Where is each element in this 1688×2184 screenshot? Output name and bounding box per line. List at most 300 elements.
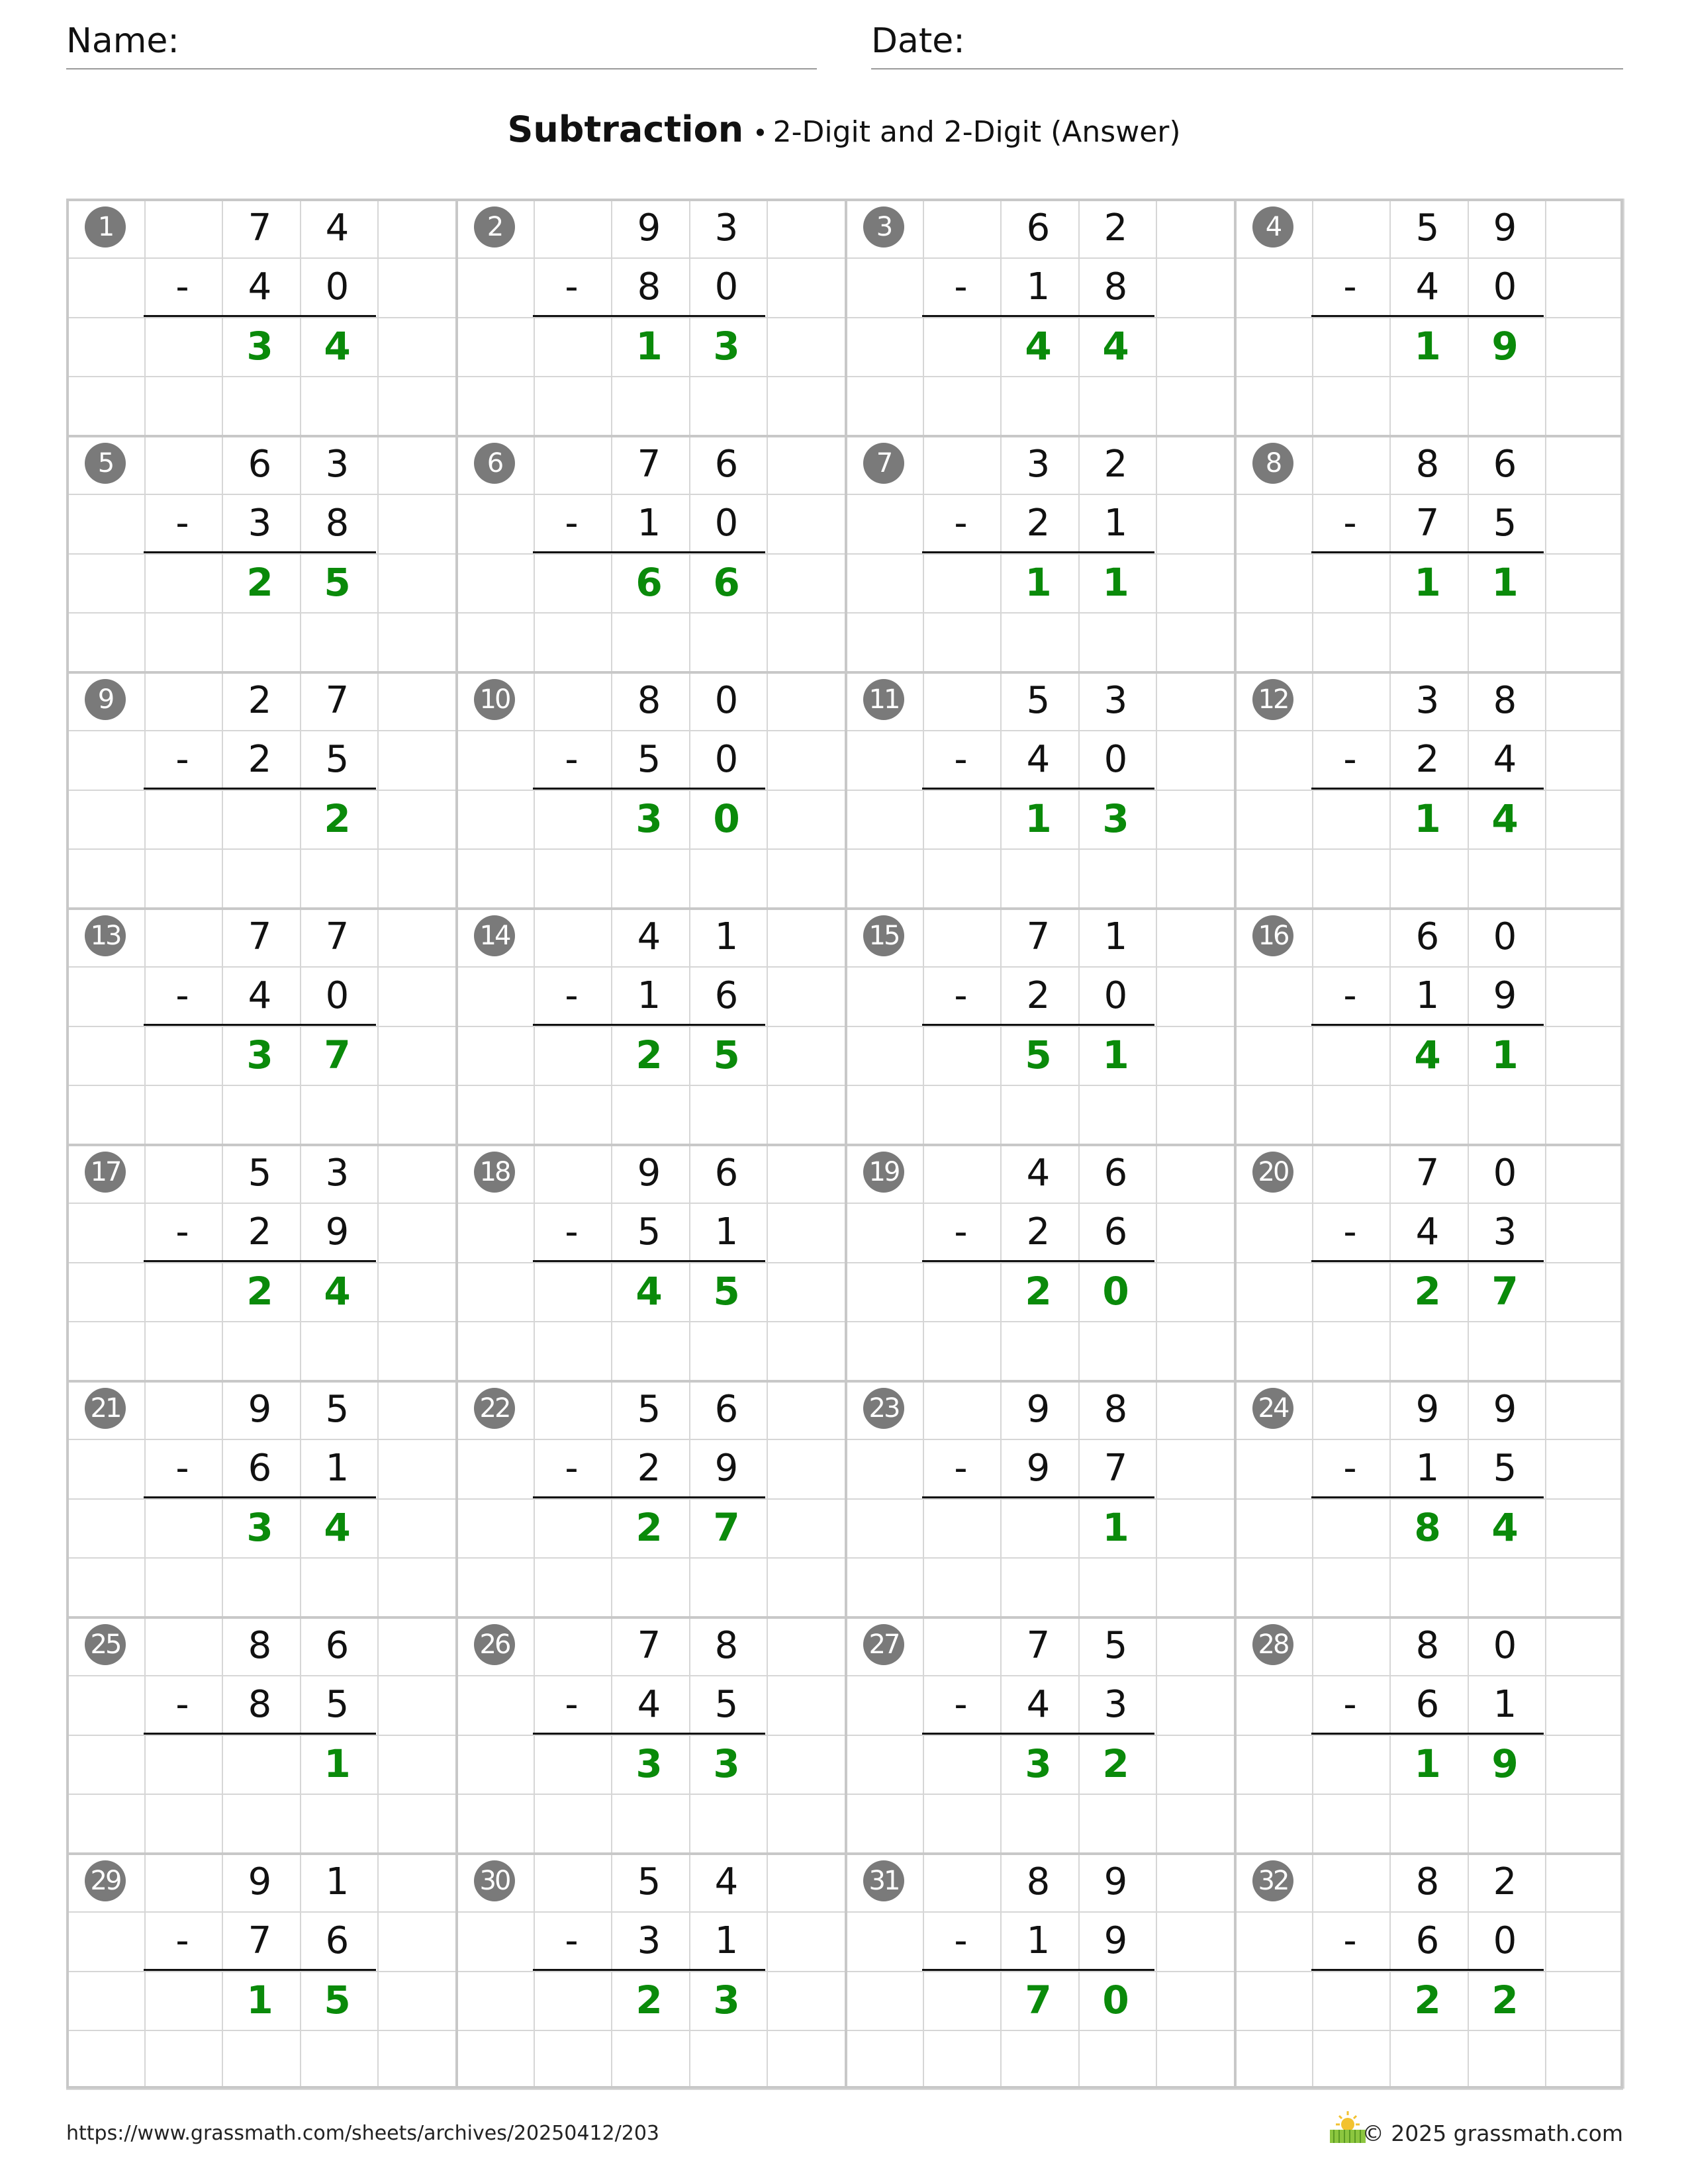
minuend-tens-digit: 7	[248, 206, 272, 250]
subtrahend-tens-digit: 4	[1415, 265, 1440, 308]
subtrahend-tens-digit: 4	[248, 974, 272, 1017]
problem-number-badge: 11	[863, 679, 904, 720]
minus-sign: -	[565, 265, 579, 308]
subtrahend-tens-digit: 2	[1026, 1210, 1051, 1253]
subtrahend-tens-digit: 2	[1026, 502, 1051, 545]
subtrahend-tens-digit: 4	[248, 265, 272, 308]
answer-tens-digit: 1	[635, 323, 663, 369]
answer-tens-digit: 1	[1414, 323, 1441, 369]
problem-number-badge: 16	[1252, 915, 1293, 956]
subtrahend-ones-digit: 8	[325, 502, 350, 545]
problem-14	[455, 907, 845, 1144]
answer-tens-digit: 1	[246, 1977, 273, 2023]
problem-number-badge: 15	[863, 915, 904, 956]
minuend-tens-digit: 9	[248, 1860, 272, 1903]
minus-sign: -	[954, 1210, 968, 1253]
minus-sign: -	[175, 265, 189, 308]
minuend-ones-digit: 4	[714, 1860, 739, 1903]
answer-tens-digit: 3	[1025, 1741, 1052, 1786]
minuend-ones-digit: 1	[1103, 915, 1128, 958]
minuend-tens-digit: 4	[637, 915, 661, 958]
subtrahend-ones-digit: 0	[1493, 265, 1517, 308]
problem-25	[66, 1616, 455, 1852]
minuend-tens-digit: 9	[1415, 1388, 1440, 1431]
minus-sign: -	[175, 738, 189, 781]
subtrahend-tens-digit: 4	[1026, 1683, 1051, 1726]
problem-27	[845, 1616, 1234, 1852]
subtrahend-ones-digit: 5	[1493, 1447, 1517, 1490]
problem-number-badge: 22	[474, 1388, 515, 1429]
answer-tens-digit: 2	[635, 1977, 663, 2023]
subtrahend-tens-digit: 4	[1415, 1210, 1440, 1253]
problem-20	[1234, 1144, 1623, 1380]
answer-ones-digit: 4	[1491, 1504, 1519, 1550]
minus-sign: -	[565, 974, 579, 1017]
minuend-tens-digit: 5	[248, 1152, 272, 1195]
minus-sign: -	[954, 1919, 968, 1962]
minuend-ones-digit: 6	[714, 443, 739, 486]
subtrahend-tens-digit: 1	[637, 974, 661, 1017]
minus-sign: -	[1343, 1210, 1357, 1253]
problem-22	[455, 1380, 845, 1616]
minuend-ones-digit: 7	[325, 679, 350, 722]
minuend-ones-digit: 0	[1493, 1152, 1517, 1195]
minus-sign: -	[1343, 738, 1357, 781]
minuend-ones-digit: 8	[1103, 1388, 1128, 1431]
title-main: Subtraction	[507, 109, 744, 150]
minus-sign: -	[954, 1683, 968, 1726]
minuend-tens-digit: 5	[1026, 679, 1051, 722]
minuend-tens-digit: 5	[1415, 206, 1440, 250]
answer-tens-digit: 3	[246, 1504, 273, 1550]
subtrahend-ones-digit: 9	[1493, 974, 1517, 1017]
title-separator: •	[753, 118, 768, 148]
minus-sign: -	[1343, 1683, 1357, 1726]
problem-number-badge: 26	[474, 1624, 515, 1665]
minuend-ones-digit: 6	[1103, 1152, 1128, 1195]
problem-number-badge: 25	[85, 1624, 126, 1665]
subtrahend-tens-digit: 3	[248, 502, 272, 545]
problem-number-badge: 13	[85, 915, 126, 956]
grid-line-vertical	[1623, 199, 1624, 2089]
minuend-ones-digit: 6	[714, 1152, 739, 1195]
problem-number-badge: 7	[863, 443, 904, 484]
minuend-tens-digit: 3	[1415, 679, 1440, 722]
minus-sign: -	[175, 1919, 189, 1962]
answer-tens-digit: 1	[1414, 796, 1441, 841]
answer-ones-digit: 5	[713, 1268, 740, 1314]
minus-sign: -	[565, 738, 579, 781]
problem-number-badge: 8	[1252, 443, 1293, 484]
minus-sign: -	[1343, 502, 1357, 545]
answer-ones-digit: 1	[1491, 559, 1519, 605]
answer-ones-digit: 5	[713, 1032, 740, 1077]
subtrahend-tens-digit: 8	[637, 265, 661, 308]
answer-tens-digit: 2	[635, 1032, 663, 1077]
answer-tens-digit	[1000, 1498, 1077, 1557]
minuend-ones-digit: 0	[714, 679, 739, 722]
subtrahend-tens-digit: 5	[637, 738, 661, 781]
subtrahend-tens-digit: 2	[248, 1210, 272, 1253]
answer-tens-digit: 2	[1414, 1268, 1441, 1314]
answer-ones-digit: 9	[1491, 323, 1519, 369]
minuend-ones-digit: 1	[714, 915, 739, 958]
minuend-ones-digit: 4	[325, 206, 350, 250]
minus-sign: -	[175, 1683, 189, 1726]
answer-tens-digit: 2	[1414, 1977, 1441, 2023]
answer-tens-digit: 1	[1025, 796, 1052, 841]
minuend-tens-digit: 8	[1415, 1624, 1440, 1667]
answer-tens-digit: 4	[635, 1268, 663, 1314]
answer-ones-digit: 7	[713, 1504, 740, 1550]
minuend-tens-digit: 8	[1026, 1860, 1051, 1903]
problem-17	[66, 1144, 455, 1380]
minuend-tens-digit: 4	[1026, 1152, 1051, 1195]
problem-12	[1234, 671, 1623, 907]
minuend-ones-digit: 8	[714, 1624, 739, 1667]
problem-28	[1234, 1616, 1623, 1852]
subtrahend-tens-digit: 1	[1415, 974, 1440, 1017]
problem-number-badge: 19	[863, 1152, 904, 1193]
problem-grid	[66, 199, 1623, 2089]
subtrahend-ones-digit: 9	[325, 1210, 350, 1253]
subtrahend-ones-digit: 4	[1493, 738, 1517, 781]
minuend-tens-digit: 8	[248, 1624, 272, 1667]
answer-tens-digit: 2	[246, 1268, 273, 1314]
answer-ones-digit: 1	[324, 1741, 351, 1786]
problem-number-badge: 1	[85, 206, 126, 248]
answer-tens-digit: 3	[635, 1741, 663, 1786]
subtrahend-ones-digit: 8	[1103, 265, 1128, 308]
footer-url: https://www.grassmath.com/sheets/archives/20250412/203	[66, 2122, 660, 2145]
problem-number-badge: 14	[474, 915, 515, 956]
minus-sign: -	[1343, 1447, 1357, 1490]
date-label: Date:	[871, 21, 965, 61]
answer-ones-digit: 2	[1491, 1977, 1519, 2023]
answer-ones-digit: 0	[1102, 1977, 1129, 2023]
minus-sign: -	[954, 265, 968, 308]
minus-sign: -	[175, 1447, 189, 1490]
problem-number-badge: 20	[1252, 1152, 1293, 1193]
subtrahend-ones-digit: 0	[714, 265, 739, 308]
subtrahend-ones-digit: 6	[1103, 1210, 1128, 1253]
problem-31	[845, 1852, 1234, 2089]
problem-30	[455, 1852, 845, 2089]
subtrahend-ones-digit: 1	[325, 1447, 350, 1490]
subtrahend-tens-digit: 2	[248, 738, 272, 781]
minuend-ones-digit: 2	[1103, 443, 1128, 486]
problem-23	[845, 1380, 1234, 1616]
minuend-tens-digit: 7	[1415, 1152, 1440, 1195]
problem-18	[455, 1144, 845, 1380]
subtrahend-tens-digit: 7	[248, 1919, 272, 1962]
answer-tens-digit: 5	[1025, 1032, 1052, 1077]
minuend-ones-digit: 9	[1103, 1860, 1128, 1903]
minuend-tens-digit: 7	[1026, 1624, 1051, 1667]
minuend-ones-digit: 9	[1493, 206, 1517, 250]
minuend-tens-digit: 9	[637, 206, 661, 250]
page-title	[0, 109, 1688, 150]
minus-sign: -	[1343, 265, 1357, 308]
minus-sign: -	[565, 1683, 579, 1726]
minuend-tens-digit: 6	[1026, 206, 1051, 250]
subtrahend-ones-digit: 9	[1103, 1919, 1128, 1962]
problem-number-badge: 10	[474, 679, 515, 720]
subtrahend-ones-digit: 5	[325, 1683, 350, 1726]
answer-tens-digit: 3	[635, 796, 663, 841]
subtrahend-tens-digit: 4	[637, 1683, 661, 1726]
minus-sign: -	[1343, 1919, 1357, 1962]
problem-number-badge: 2	[474, 206, 515, 248]
problem-number-badge: 3	[863, 206, 904, 248]
problem-15	[845, 907, 1234, 1144]
answer-tens-digit: 7	[1025, 1977, 1052, 2023]
subtrahend-tens-digit: 2	[1415, 738, 1440, 781]
subtrahend-ones-digit: 5	[1493, 502, 1517, 545]
minuend-tens-digit: 2	[248, 679, 272, 722]
subtrahend-ones-digit: 1	[1493, 1683, 1517, 1726]
minus-sign: -	[565, 1210, 579, 1253]
problem-6	[455, 435, 845, 671]
minuend-ones-digit: 3	[1103, 679, 1128, 722]
name-label: Name:	[66, 21, 179, 61]
problem-32	[1234, 1852, 1623, 2089]
answer-ones-digit: 4	[324, 323, 351, 369]
problem-5	[66, 435, 455, 671]
problem-7	[845, 435, 1234, 671]
subtrahend-ones-digit: 6	[325, 1919, 350, 1962]
minuend-tens-digit: 5	[637, 1388, 661, 1431]
minus-sign: -	[565, 502, 579, 545]
minuend-tens-digit: 7	[1026, 915, 1051, 958]
minus-sign: -	[954, 738, 968, 781]
subtrahend-tens-digit: 1	[1415, 1447, 1440, 1490]
subtrahend-tens-digit: 4	[1026, 738, 1051, 781]
minuend-tens-digit: 3	[1026, 443, 1051, 486]
minuend-ones-digit: 3	[325, 443, 350, 486]
minuend-tens-digit: 7	[248, 915, 272, 958]
answer-tens-digit: 1	[1414, 1741, 1441, 1786]
answer-ones-digit: 5	[324, 1977, 351, 2023]
minuend-ones-digit: 8	[1493, 679, 1517, 722]
answer-ones-digit: 0	[1102, 1268, 1129, 1314]
minuend-tens-digit: 9	[1026, 1388, 1051, 1431]
subtrahend-ones-digit: 0	[325, 265, 350, 308]
problem-number-badge: 12	[1252, 679, 1293, 720]
answer-tens-digit: 3	[246, 323, 273, 369]
answer-ones-digit: 2	[324, 796, 351, 841]
problem-1	[66, 199, 455, 435]
minuend-tens-digit: 6	[1415, 915, 1440, 958]
problem-10	[455, 671, 845, 907]
subtrahend-tens-digit: 5	[637, 1210, 661, 1253]
minuend-ones-digit: 5	[1103, 1624, 1128, 1667]
problem-3	[845, 199, 1234, 435]
name-line	[66, 68, 817, 69]
minuend-ones-digit: 7	[325, 915, 350, 958]
problem-2	[455, 199, 845, 435]
minuend-tens-digit: 9	[637, 1152, 661, 1195]
problem-number-badge: 6	[474, 443, 515, 484]
subtrahend-ones-digit: 1	[1103, 502, 1128, 545]
problem-number-badge: 28	[1252, 1624, 1293, 1665]
subtrahend-ones-digit: 0	[714, 738, 739, 781]
problem-19	[845, 1144, 1234, 1380]
subtrahend-ones-digit: 3	[1493, 1210, 1517, 1253]
subtrahend-tens-digit: 1	[1026, 265, 1051, 308]
answer-ones-digit: 2	[1102, 1741, 1129, 1786]
subtrahend-ones-digit: 0	[1103, 974, 1128, 1017]
minuend-ones-digit: 5	[325, 1388, 350, 1431]
minuend-tens-digit: 6	[248, 443, 272, 486]
subtrahend-tens-digit: 1	[1026, 1919, 1051, 1962]
subtrahend-tens-digit: 3	[637, 1919, 661, 1962]
subtrahend-tens-digit: 6	[248, 1447, 272, 1490]
problem-21	[66, 1380, 455, 1616]
subtrahend-ones-digit: 9	[714, 1447, 739, 1490]
answer-ones-digit: 7	[324, 1032, 351, 1077]
answer-tens-digit: 8	[1414, 1504, 1441, 1550]
problem-13	[66, 907, 455, 1144]
problem-11	[845, 671, 1234, 907]
problem-4	[1234, 199, 1623, 435]
answer-tens-digit	[221, 1734, 299, 1793]
minuend-ones-digit: 6	[714, 1388, 739, 1431]
answer-tens-digit: 2	[246, 559, 273, 605]
answer-ones-digit: 4	[1102, 323, 1129, 369]
subtrahend-ones-digit: 0	[1493, 1919, 1517, 1962]
subtrahend-tens-digit: 1	[637, 502, 661, 545]
minuend-ones-digit: 3	[714, 206, 739, 250]
minuend-tens-digit: 7	[637, 1624, 661, 1667]
minuend-tens-digit: 8	[1415, 443, 1440, 486]
problem-number-badge: 24	[1252, 1388, 1293, 1429]
answer-ones-digit: 6	[713, 559, 740, 605]
answer-ones-digit: 1	[1102, 1504, 1129, 1550]
minuend-ones-digit: 0	[1493, 1624, 1517, 1667]
answer-tens-digit	[221, 789, 299, 848]
answer-tens-digit: 4	[1025, 323, 1052, 369]
answer-tens-digit: 2	[635, 1504, 663, 1550]
answer-ones-digit: 9	[1491, 1741, 1519, 1786]
problem-number-badge: 9	[85, 679, 126, 720]
minuend-tens-digit: 7	[637, 443, 661, 486]
subtrahend-ones-digit: 6	[714, 974, 739, 1017]
problem-24	[1234, 1380, 1623, 1616]
subtrahend-ones-digit: 0	[714, 502, 739, 545]
date-line	[871, 68, 1623, 69]
minus-sign: -	[954, 1447, 968, 1490]
answer-ones-digit: 0	[713, 796, 740, 841]
minuend-ones-digit: 9	[1493, 1388, 1517, 1431]
minus-sign: -	[954, 502, 968, 545]
problem-8	[1234, 435, 1623, 671]
minus-sign: -	[175, 974, 189, 1017]
subtrahend-tens-digit: 8	[248, 1683, 272, 1726]
problem-number-badge: 4	[1252, 206, 1293, 248]
answer-ones-digit: 3	[713, 1977, 740, 2023]
answer-ones-digit: 4	[324, 1268, 351, 1314]
subtrahend-ones-digit: 0	[325, 974, 350, 1017]
problem-29	[66, 1852, 455, 2089]
subtrahend-ones-digit: 1	[714, 1210, 739, 1253]
subtrahend-ones-digit: 1	[714, 1919, 739, 1962]
answer-tens-digit: 3	[246, 1032, 273, 1077]
subtrahend-ones-digit: 0	[1103, 738, 1128, 781]
problem-number-badge: 32	[1252, 1860, 1293, 1901]
answer-tens-digit: 1	[1025, 559, 1052, 605]
minuend-ones-digit: 3	[325, 1152, 350, 1195]
minuend-ones-digit: 1	[325, 1860, 350, 1903]
problem-number-badge: 23	[863, 1388, 904, 1429]
minuend-ones-digit: 6	[325, 1624, 350, 1667]
problem-16	[1234, 907, 1623, 1144]
footer-copyright: © 2025 grassmath.com	[1362, 2120, 1623, 2146]
minus-sign: -	[565, 1919, 579, 1962]
problem-number-badge: 27	[863, 1624, 904, 1665]
minuend-tens-digit: 5	[637, 1860, 661, 1903]
problem-number-badge: 21	[85, 1388, 126, 1429]
grid-line-horizontal	[66, 2089, 1623, 2090]
subtrahend-tens-digit: 6	[1415, 1683, 1440, 1726]
answer-ones-digit: 7	[1491, 1268, 1519, 1314]
minuend-ones-digit: 2	[1493, 1860, 1517, 1903]
subtrahend-tens-digit: 2	[637, 1447, 661, 1490]
problem-number-badge: 17	[85, 1152, 126, 1193]
minuend-ones-digit: 6	[1493, 443, 1517, 486]
problem-number-badge: 18	[474, 1152, 515, 1193]
answer-ones-digit: 3	[713, 1741, 740, 1786]
minuend-tens-digit: 8	[1415, 1860, 1440, 1903]
answer-ones-digit: 5	[324, 559, 351, 605]
subtrahend-ones-digit: 3	[1103, 1683, 1128, 1726]
subtrahend-tens-digit: 7	[1415, 502, 1440, 545]
answer-ones-digit: 3	[1102, 796, 1129, 841]
answer-ones-digit: 3	[713, 323, 740, 369]
minus-sign: -	[565, 1447, 579, 1490]
answer-ones-digit: 1	[1102, 559, 1129, 605]
title-subtitle: 2-Digit and 2-Digit (Answer)	[773, 115, 1181, 149]
subtrahend-tens-digit: 9	[1026, 1447, 1051, 1490]
problem-number-badge: 29	[85, 1860, 126, 1901]
answer-tens-digit: 1	[1414, 559, 1441, 605]
answer-ones-digit: 1	[1491, 1032, 1519, 1077]
minuend-ones-digit: 0	[1493, 915, 1517, 958]
subtrahend-ones-digit: 7	[1103, 1447, 1128, 1490]
answer-tens-digit: 2	[1025, 1268, 1052, 1314]
problem-26	[455, 1616, 845, 1852]
problem-number-badge: 31	[863, 1860, 904, 1901]
subtrahend-ones-digit: 5	[325, 738, 350, 781]
answer-tens-digit: 6	[635, 559, 663, 605]
minuend-tens-digit: 9	[248, 1388, 272, 1431]
subtrahend-tens-digit: 6	[1415, 1919, 1440, 1962]
minuend-tens-digit: 8	[637, 679, 661, 722]
minus-sign: -	[1343, 974, 1357, 1017]
minus-sign: -	[954, 974, 968, 1017]
answer-ones-digit: 4	[324, 1504, 351, 1550]
problem-number-badge: 30	[474, 1860, 515, 1901]
answer-ones-digit: 1	[1102, 1032, 1129, 1077]
subtrahend-tens-digit: 2	[1026, 974, 1051, 1017]
answer-ones-digit: 4	[1491, 796, 1519, 841]
problem-9	[66, 671, 455, 907]
minuend-ones-digit: 2	[1103, 206, 1128, 250]
minus-sign: -	[175, 502, 189, 545]
minus-sign: -	[175, 1210, 189, 1253]
subtrahend-ones-digit: 5	[714, 1683, 739, 1726]
problem-number-badge: 5	[85, 443, 126, 484]
